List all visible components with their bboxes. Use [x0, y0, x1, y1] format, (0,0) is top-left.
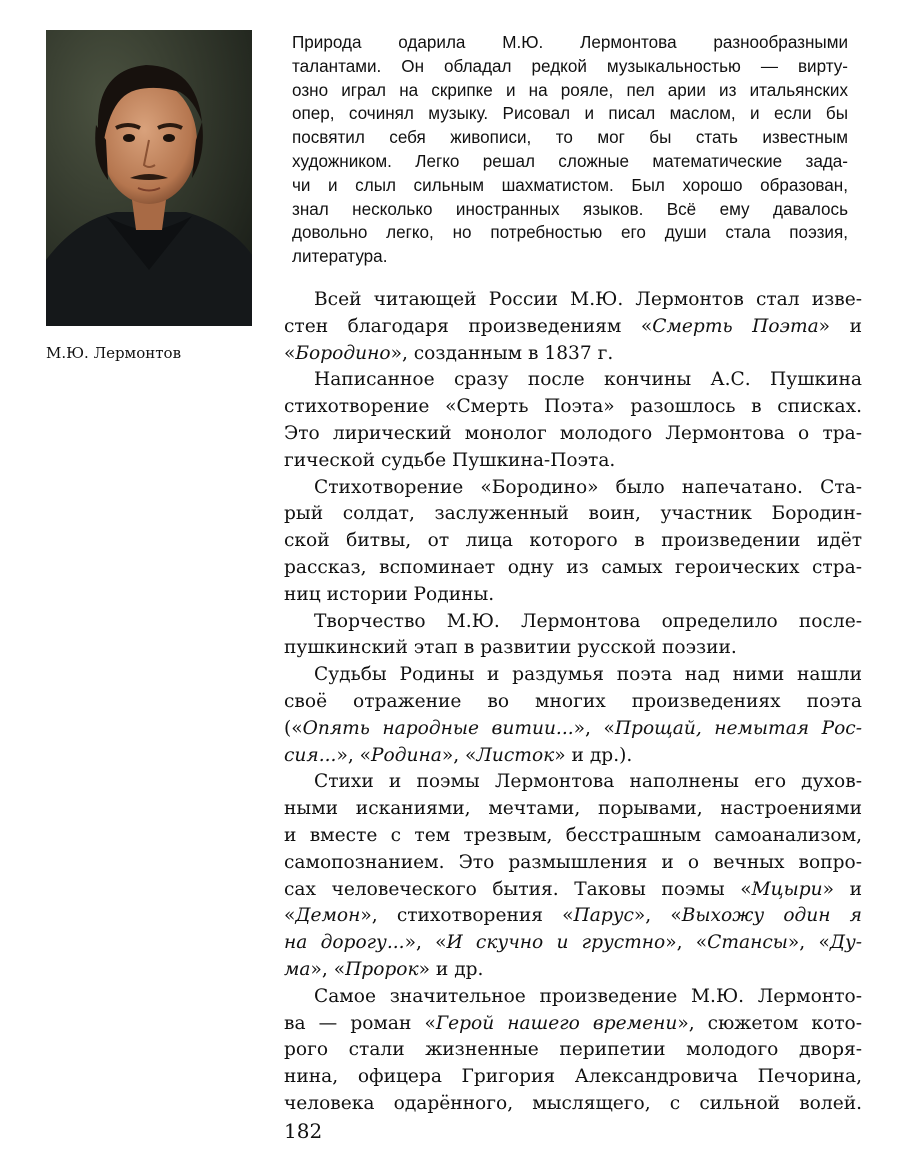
text-line: человека одарённого, мыслящего, с сильной волей. — [284, 1092, 862, 1114]
text-line: сия...», «Родина», «Листок» и др.). — [284, 744, 633, 766]
text-line: рый солдат, заслуженный воин, участник Бородин- — [284, 503, 862, 525]
text-line: стихотворение «Смерть Поэта» разошлось в списках. — [284, 396, 862, 418]
sidebar-line: чи и слыл сильным шахматистом. Был хорошо образован, — [292, 175, 848, 195]
text-line: пушкинский этап в развитии русской поэзии. — [284, 637, 737, 659]
paragraph — [284, 984, 862, 1118]
text-line: «Демон», стихотворения «Парус», «Выхожу один я — [284, 905, 862, 927]
text-line: Стихотворение «Бородино» было напечатано. Ста- — [314, 476, 862, 498]
sidebar-line: талантами. Он обладал редкой музыкальностью — вирту- — [292, 56, 848, 76]
main-text — [284, 287, 862, 1118]
portrait-image — [46, 30, 252, 326]
sidebar-line: знал несколько иностранных языков. Всё ему давалось — [292, 199, 848, 219]
sidebar-text-block — [292, 31, 848, 269]
text-line: рого стали жизненные перипетии молодого дворя- — [284, 1039, 862, 1061]
sidebar-line: посвятил себя живописи, то мог бы стать известным — [292, 128, 848, 148]
paragraph — [284, 609, 862, 663]
sidebar-line: художником. Легко решал сложные математические зада- — [292, 151, 848, 171]
text-line: самопознанием. Это размышления и о вечных вопро- — [284, 851, 862, 873]
text-line: ными исканиями, мечтами, порывами, настроениями — [284, 798, 862, 820]
text-line: сах человеческого бытия. Таковы поэмы «Мцыри» и — [284, 878, 862, 900]
text-line: ва — роман «Герой нашего времени», сюжетом кото- — [284, 1012, 863, 1034]
text-line: и вместе с тем трезвым, бесстрашным самоанализом, — [284, 824, 862, 846]
paragraph — [284, 475, 862, 609]
text-line: («Опять народные витии...», «Прощай, немытая Рос- — [284, 717, 862, 739]
sidebar-line: литература. — [292, 247, 388, 267]
text-line: своё отражение во многих произведениях поэта — [284, 690, 862, 712]
text-line: Всей читающей России М.Ю. Лермонтов стал изве- — [314, 289, 862, 310]
text-line: Написанное сразу после кончины А.С. Пушкина — [314, 369, 862, 391]
paragraph — [284, 769, 862, 983]
sidebar-line: озно играл на скрипке и на рояле, пел арии из итальянских — [292, 80, 848, 100]
text-line: Самое значительное произведение М.Ю. Лермонто- — [314, 985, 862, 1007]
sidebar-line: опер, сочинял музыку. Рисовал и писал маслом, и если бы — [292, 104, 848, 124]
text-line: ской битвы, от лица которого в произведении идёт — [284, 530, 862, 552]
text-line: ма», «Пророк» и др. — [284, 958, 484, 980]
paragraph — [284, 662, 862, 769]
sidebar-line: довольно легко, но потребностью его души стала поэзия, — [292, 223, 848, 243]
paragraph — [284, 367, 862, 474]
text-line: «Бородино», созданным в 1837 г. — [284, 342, 614, 364]
text-line: гической судьбе Пушкина-Поэта. — [284, 449, 616, 471]
text-line: Судьбы Родины и раздумья поэта над ними нашли — [314, 664, 862, 686]
text-line: нина, офицера Григория Александровича Печорина, — [284, 1066, 862, 1088]
text-line: стен благодаря произведениям «Смерть Поэта» и — [284, 315, 862, 337]
paragraph — [284, 287, 862, 367]
text-line: Творчество М.Ю. Лермонтова определило после- — [314, 610, 862, 632]
page-number: 182 — [284, 1119, 323, 1143]
text-line: ниц истории Родины. — [284, 583, 495, 605]
text-line: Это лирический монолог молодого Лермонтова о тра- — [284, 422, 862, 444]
text-line: рассказ, вспоминает одну из самых героических стра- — [284, 556, 862, 578]
sidebar-line: Природа одарила М.Ю. Лермонтова разнообразными — [292, 33, 848, 52]
portrait-caption: М.Ю. Лермонтов — [46, 344, 182, 362]
text-line: Стихи и поэмы Лермонтова наполнены его духов- — [314, 771, 862, 793]
text-line: на дорогу...», «И скучно и грустно», «Стансы», «Ду- — [284, 932, 863, 954]
